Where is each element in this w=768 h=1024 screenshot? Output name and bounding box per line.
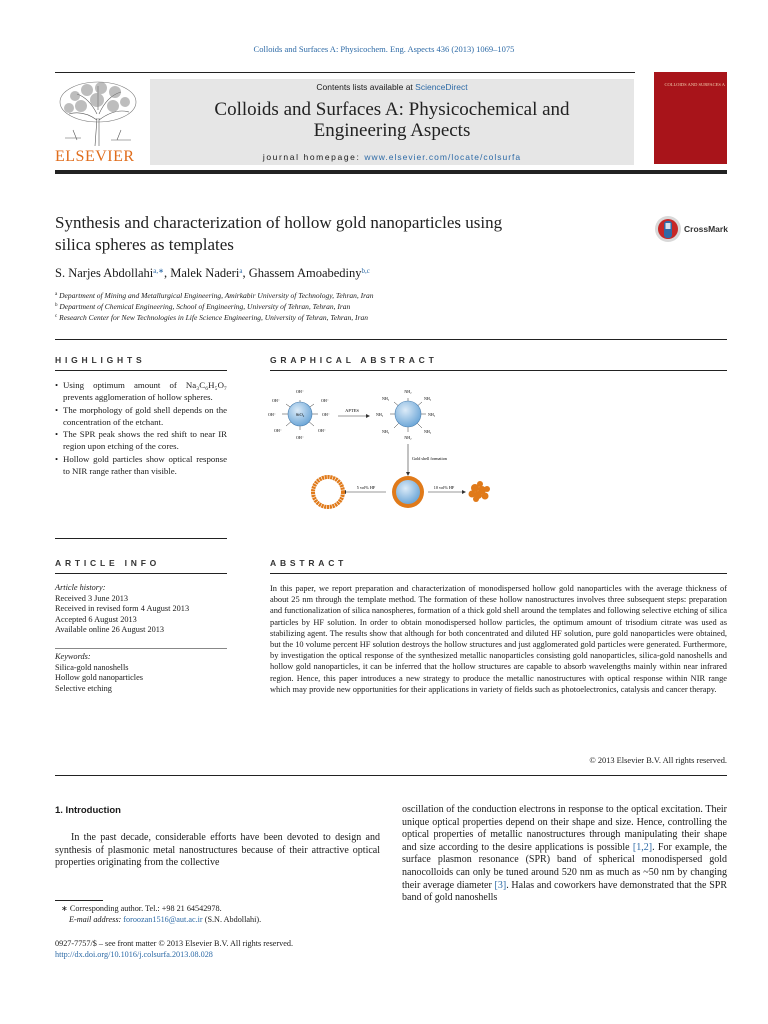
abstract-text: In this paper, we report preparation and characterization of monodispersed hollow gold nanoparticles with the average thickness of about 25 nm through the template method. The formation of these hollow nanostructures involves three subsequent steps: preparation and functionalization of silica nanospheres, formation of a thick gold shell around the templates and following selective etching of silica particles by HF solution. In order to obtain monodispersed hollow particles, the optimum amount of trisodium citrate was used as stabilizing agent. The results show that although for both concentrated and diluted HF solution, pure gold nanoparticles were obtained, but the 10 volume percent HF solution destroys the hollow structures and just agglomerated gold particles were generated. Furthermore, by investigation the optical response of the synthesized metallic nanoparticles consisting gold nanoparticles, silica-gold nanoshells and hollow gold nanoparticles, it can be inferred that the hollow structures are capable to absorb wavelengths mainly within near infrared region. Hence, this paper introduces a new strategy to produce the metallic nanostructures with optical response within NIR range which may provide new opportunities for their applications in variety of fields such as photoelectronics, catalysis and cancer therapy.: [270, 584, 727, 694]
oh-label: OH⁻: [268, 412, 276, 417]
highlight-item: • Using optimum amount of Na₃C₆H₅O₇ prevents agglomeration of hollow spheres.: [55, 379, 227, 404]
keyword-item: Silica-gold nanoshells: [55, 662, 129, 672]
gold-shell-arrowhead: [406, 472, 410, 476]
affiliation-text: Department of Mining and Metallurgical Engineering, Amirkabir University of Technology, Tehran, Iran: [59, 291, 374, 300]
intro-text: oscillation of the conduction electrons in response to the optical excitation. Their unique optical properties depend on their shape and size. Hence, controlling the optical properties of metallic nanostructures through manipulating their shape and size according to the desire applications is possible: [402, 804, 727, 853]
footnote-rule: [55, 900, 103, 901]
sciencedirect-link[interactable]: ScienceDirect: [415, 82, 468, 92]
journal-cover-title: COLLOIDS AND SURFACES A: [664, 82, 725, 87]
affiliation-rule: [55, 339, 727, 340]
oh-label: OH⁻: [321, 398, 329, 403]
publisher-logo-text: ELSEVIER: [55, 148, 135, 165]
affiliation-mark: c: [55, 314, 58, 319]
article-info-rule: [55, 573, 227, 574]
article-title-line1: Synthesis and characterization of hollow gold nanoparticles using: [55, 213, 503, 232]
affiliation-mark: b: [55, 303, 58, 308]
introduction-heading: 1. Introduction: [55, 805, 121, 816]
author-name: Malek Naderi: [170, 266, 240, 280]
author-name: Ghassem Amoabediny: [248, 266, 362, 280]
keywords-label: Keywords:: [55, 652, 91, 661]
graphical-abstract-heading: GRAPHICAL ABSTRACT: [270, 355, 438, 365]
front-matter: [55, 938, 293, 960]
history-item: Received 3 June 2013: [55, 593, 129, 603]
highlight-item: • The SPR peak shows the red shift to near IR region upon etching of the cores.: [55, 428, 227, 453]
affiliation: [55, 313, 368, 322]
header-bottom-rule: [55, 170, 727, 174]
elsevier-tree-logo: [55, 80, 141, 148]
citation-link[interactable]: [3]: [494, 879, 507, 891]
keywords: [55, 652, 227, 694]
nh2-label: NH₂: [404, 435, 412, 440]
highlights-bottom-rule: [55, 538, 227, 539]
issn-line: 0927-7757/$ – see front matter © 2013 Elsevier B.V. All rights reserved.: [55, 939, 294, 948]
intro-text: . Halas and coworkers have demonstrated that the SPR band of gold nanoshells: [402, 879, 727, 904]
article-title: [55, 212, 635, 256]
affiliation: [55, 302, 350, 311]
email-suffix: (S.N. Abdollahi).: [202, 914, 262, 924]
oh-label: OH⁻: [322, 412, 330, 417]
author-affiliation-mark[interactable]: a: [239, 267, 243, 275]
contents-prefix: Contents lists available at: [316, 82, 416, 92]
graphical-abstract-rule: [270, 370, 727, 371]
article-info-heading: ARTICLE INFO: [55, 558, 161, 568]
author-affiliation-mark[interactable]: a,∗: [153, 267, 164, 275]
hollow-gold-sphere: [313, 477, 343, 507]
highlights-list: [55, 379, 227, 477]
abstract-bottom-rule: [55, 775, 727, 776]
silica-sphere: [268, 389, 330, 440]
contents-line: [150, 82, 634, 92]
oh-label: OH⁻: [272, 398, 280, 403]
journal-homepage: [150, 152, 634, 162]
citation-link[interactable]: [1,2]: [632, 841, 653, 853]
article-history: [55, 583, 227, 636]
silica-label: SiO₂: [295, 412, 305, 417]
hf10-label: 10 vol% HF: [433, 485, 455, 490]
oh-label: OH⁻: [296, 435, 304, 440]
homepage-prefix: journal homepage:: [262, 152, 365, 162]
corresponding-author: ∗ Corresponding author. Tel.: +98 21 64542978.: [61, 904, 222, 913]
homepage-link[interactable]: www.elsevier.com/locate/colsurfa: [364, 152, 522, 162]
oh-label: OH⁻: [296, 389, 304, 394]
crossmark-icon[interactable]: [654, 215, 682, 248]
email-link[interactable]: foroozan1516@aut.ac.ir: [123, 914, 203, 924]
hf10-arrowhead: [462, 490, 466, 494]
gold-shell-label: Gold shell formation: [412, 456, 447, 461]
keyword-item: Selective etching: [55, 683, 112, 693]
affiliation-text: Department of Chemical Engineering, School of Engineering, University of Tehran, Tehran, Iran: [59, 302, 351, 311]
doi-link[interactable]: http://dx.doi.org/10.1016/j.colsurfa.2013.08.028: [55, 950, 213, 959]
highlights-heading: HIGHLIGHTS: [55, 355, 146, 365]
aptes-label: APTES: [345, 408, 359, 413]
hf5-label: 5 vol% HF: [356, 485, 376, 490]
header-top-rule: [55, 72, 635, 73]
history-label: Article history:: [55, 583, 106, 592]
journal-citation[interactable]: Colloids and Surfaces A: Physicochem. Eng. Aspects 436 (2013) 1069–1075: [253, 44, 515, 54]
affiliation: [55, 291, 374, 300]
history-item: Accepted 6 August 2013: [55, 614, 137, 624]
email-label: E-mail address:: [69, 914, 124, 924]
core-shell-particle: [392, 476, 424, 508]
graphical-abstract-figure: [268, 380, 498, 525]
nh2-label: NH₂: [424, 429, 432, 434]
oh-label: OH⁻: [274, 428, 282, 433]
introduction-right-column: [402, 804, 727, 905]
history-item: Received in revised form 4 August 2013: [55, 604, 190, 614]
keyword-item: Hollow gold nanoparticles: [55, 673, 144, 683]
nh2-label: NH₂: [404, 389, 412, 394]
nh2-label: NH₂: [382, 396, 390, 401]
nh2-label: NH₂: [428, 412, 436, 417]
nh2-label: NH₂: [376, 412, 384, 417]
introduction-paragraph: In the past decade, considerable efforts have been devoted to design and synthesis of plasmonic metal nanostructures because of their attractive optical properties originating from the collective: [55, 832, 380, 869]
highlight-item: • Hollow gold particles show optical response to NIR range rather than visible.: [55, 453, 227, 478]
crossmark-label[interactable]: CrossMark: [684, 224, 728, 234]
affiliation-mark: a: [55, 292, 58, 297]
article-title-line2: silica spheres as templates: [55, 235, 234, 254]
journal-title-line1: Colloids and Surfaces A: Physicochemical and: [214, 99, 570, 120]
email-line: [55, 915, 380, 926]
corresponding-footnote: [55, 904, 380, 925]
oh-label: OH⁻: [318, 428, 326, 433]
amine-sphere: [376, 389, 436, 440]
nh2-label: NH₂: [424, 396, 432, 401]
nh2-label: NH₂: [382, 429, 390, 434]
journal-title: [150, 99, 634, 141]
abstract-copyright: © 2013 Elsevier B.V. All rights reserved.: [589, 756, 727, 765]
author-name: S. Narjes Abdollahi: [55, 266, 154, 280]
abstract-heading: ABSTRACT: [270, 558, 348, 568]
highlight-item: • The morphology of gold shell depends on the concentration of the etchant.: [55, 404, 227, 429]
author-list: S. Narjes Abdollahi$^{a,∗}$, Malek Naderi$^a$, Ghassem Amoabediny$^{b,c}$: [55, 266, 370, 280]
author-affiliation-mark[interactable]: b,c: [361, 267, 370, 275]
intro-text: . For example, the surface plasmon resonance (SPR) band of spherical monodispersed gold nanocolloids can only be tuned around 520 nm as much as ~50 nm by changing their average diameter: [402, 841, 727, 891]
journal-title-line2: Engineering Aspects: [313, 120, 471, 141]
affiliation-text: Research Center for New Technologies in Life Science Engineering, University of Tehran, Tehran, Iran: [59, 313, 368, 322]
aptes-arrowhead: [366, 414, 370, 418]
history-item: Available online 26 August 2013: [55, 625, 165, 635]
gold-agglomerate: [469, 481, 491, 502]
abstract-rule: [270, 573, 727, 574]
highlights-rule: [55, 370, 227, 371]
